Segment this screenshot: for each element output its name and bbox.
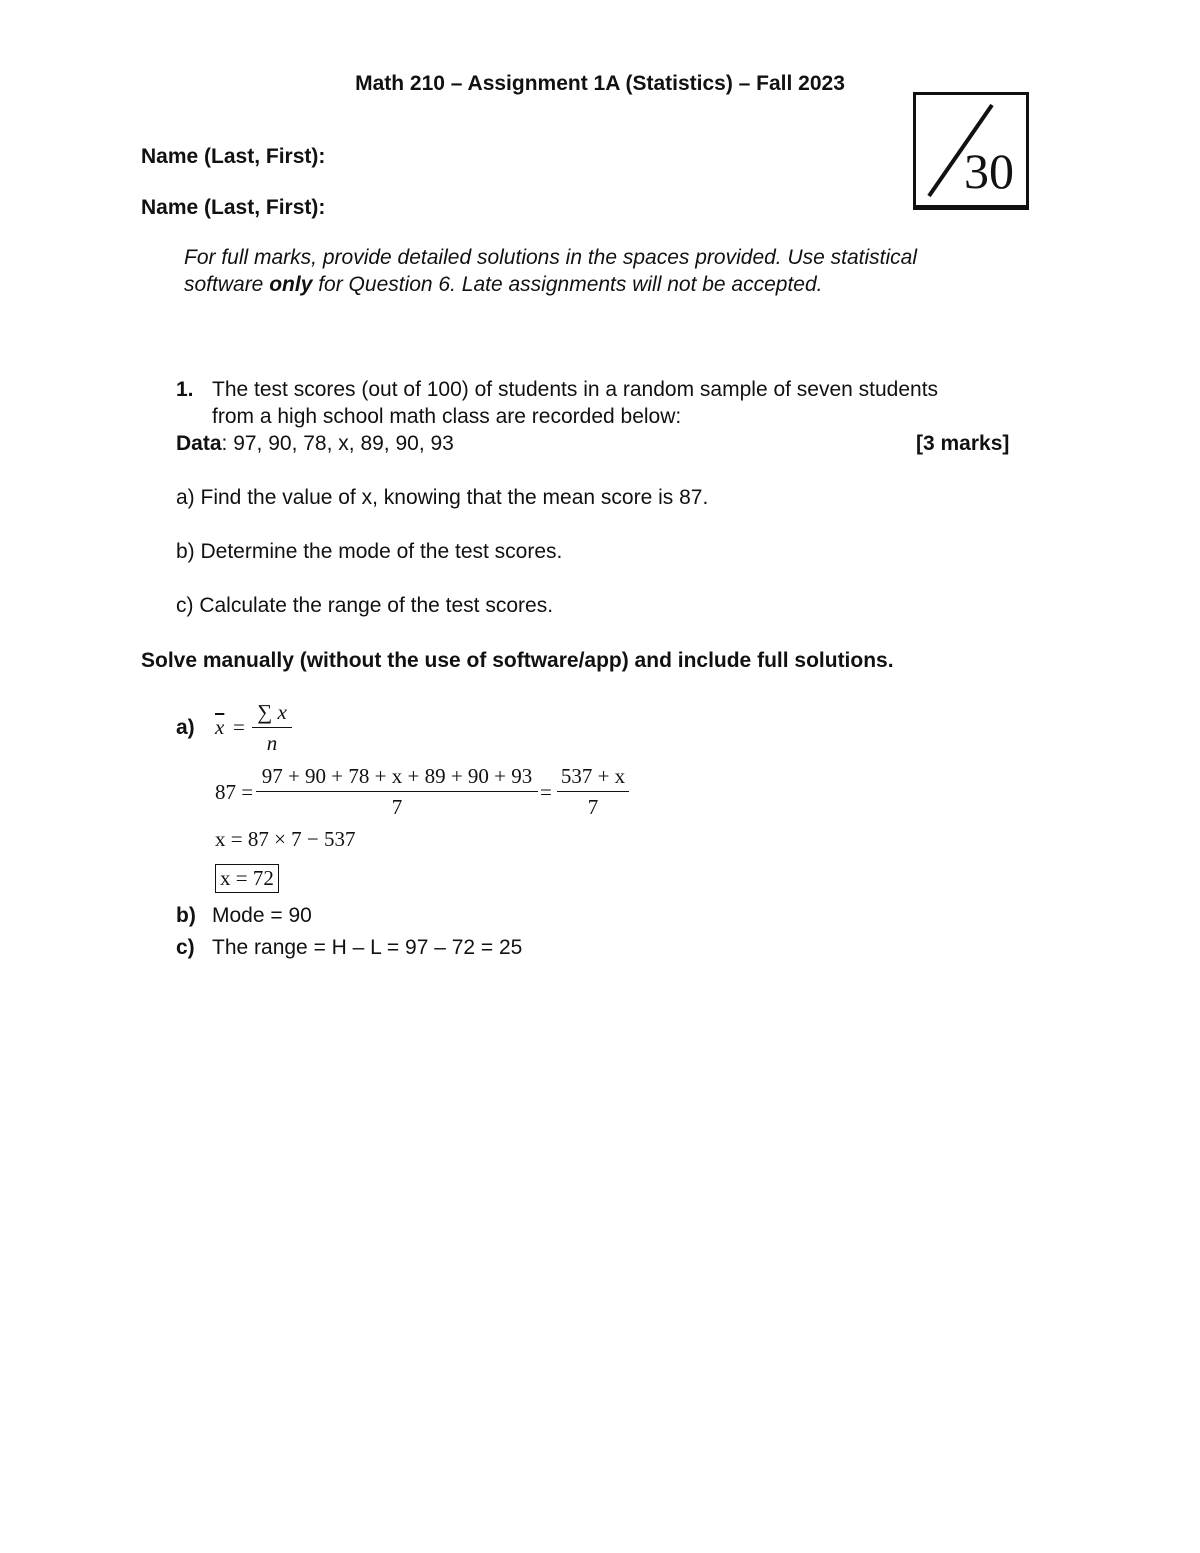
data-label: Data: [176, 432, 222, 455]
instructions-line-1: For full marks, provide detailed solutions in the spaces provided. Use statistical: [184, 246, 918, 269]
solution-c-text: The range = H – L = 97 – 72 = 25: [212, 936, 523, 959]
fraction-bar: [256, 791, 538, 792]
boxed-answer: x = 72: [215, 864, 279, 893]
part-c-question: c) Calculate the range of the test scores.: [176, 594, 554, 617]
xbar-symbol: $\overline{x}$: [215, 715, 225, 739]
fraction-bar: [252, 727, 292, 728]
fraction-denominator: 7: [587, 795, 599, 819]
score-box: [913, 92, 1029, 210]
part-b-question: b) Determine the mode of the test scores.: [176, 540, 563, 563]
instructions-text: software: [184, 273, 270, 296]
equals-sign: =: [233, 715, 245, 739]
fraction-numerator: ∑ x: [257, 700, 287, 724]
solve-instruction: Solve manually (without the use of software/app) and include full solutions.: [141, 649, 894, 672]
solution-b-text: Mode = 90: [212, 904, 312, 927]
sum-fraction: [256, 764, 538, 820]
solution-b-label: b): [176, 904, 196, 927]
question-text-line-1: The test scores (out of 100) of students in a random sample of seven students: [212, 378, 939, 401]
instructions-text: for Question 6. Late assignments will not be accepted.: [312, 273, 823, 296]
simplified-fraction: [557, 764, 629, 820]
equation-line-lhs: 87 =: [215, 780, 254, 804]
question-number: 1.: [176, 378, 194, 401]
part-a-question: a) Find the value of x, knowing that the mean score is 87.: [176, 486, 709, 509]
equals-sign: =: [540, 780, 552, 804]
name-label-2: Name (Last, First):: [141, 196, 326, 219]
data-values: : 97, 90, 78, x, 89, 90, 93: [221, 432, 454, 455]
question-data: [176, 432, 454, 456]
instructions-line-2: [184, 273, 823, 297]
score-total: 30: [964, 143, 1014, 199]
question-text-line-2: from a high school math class are recorded below:: [212, 405, 682, 428]
mean-formula-fraction: [252, 700, 292, 756]
fraction-bar: [557, 791, 629, 792]
fraction-numerator: 537 + x: [560, 764, 626, 788]
marks-label: [3 marks]: [916, 432, 1010, 455]
solve-x-line: x = 87 × 7 − 537: [215, 827, 356, 851]
solution-c-label: c): [176, 936, 195, 959]
name-label-1: Name (Last, First):: [141, 145, 326, 168]
page-title: Math 210 – Assignment 1A (Statistics) – Fall 2023: [355, 72, 845, 95]
fraction-denominator: 7: [391, 795, 403, 819]
solution-a-label: a): [176, 716, 195, 739]
instructions-emphasis: only: [269, 273, 313, 296]
fraction-numerator: 97 + 90 + 78 + x + 89 + 90 + 93: [261, 764, 533, 788]
fraction-denominator: n: [266, 731, 278, 755]
